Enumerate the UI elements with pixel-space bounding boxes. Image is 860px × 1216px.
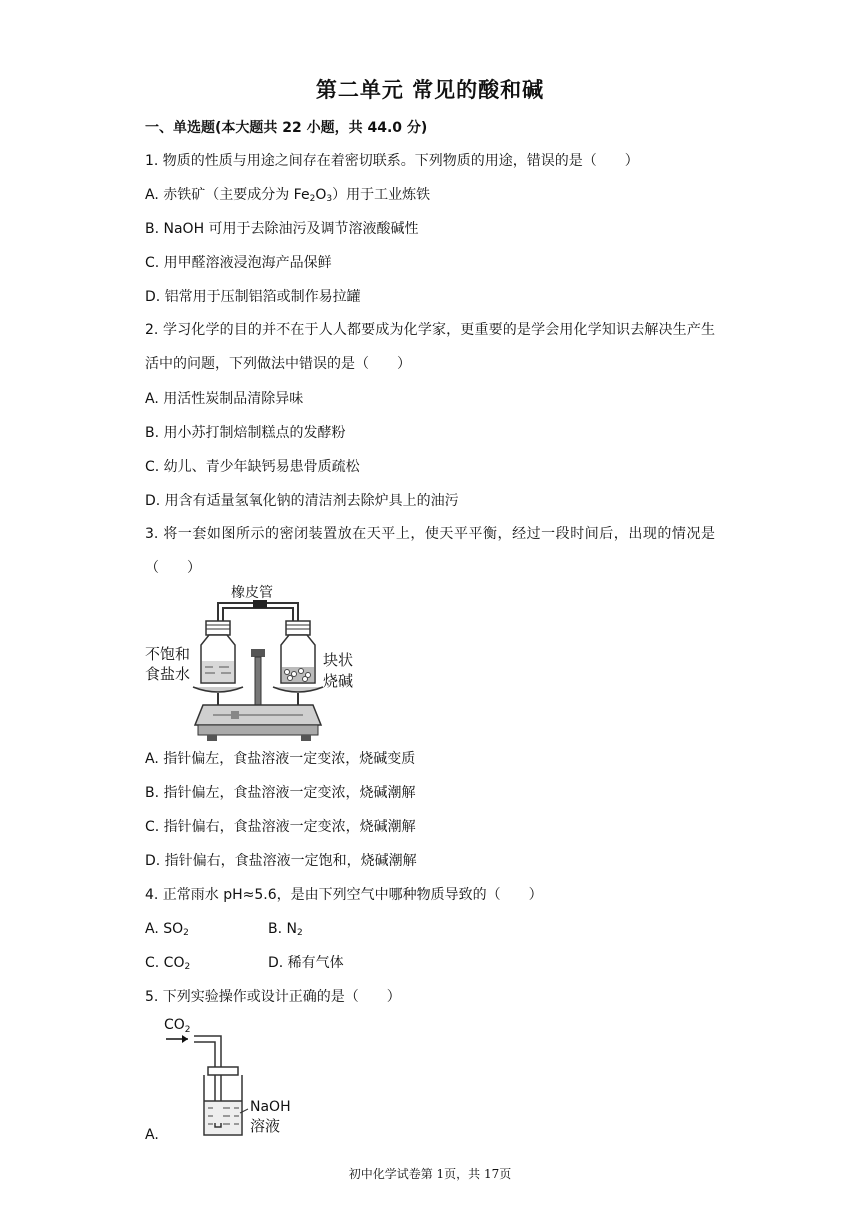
label-solution: 溶液	[250, 1117, 281, 1135]
q4-option-c: C. $CO_2$	[145, 955, 191, 972]
q5-option-a: A.	[145, 1127, 159, 1143]
q4-stem: 4. 正常雨水 pH≈5.6，是由下列空气中哪种物质导致的（ ）	[145, 887, 543, 903]
balance-apparatus-figure	[143, 583, 363, 743]
page-title: 第二单元 常见的酸和碱	[315, 78, 545, 102]
q3-option-c: C. 指针偏右，食盐溶液一定变浓，烧碱潮解	[145, 819, 416, 835]
q1-option-d: D. 铝常用于压制铝箔或制作易拉罐	[145, 289, 361, 305]
label-unsaturated: 不饱和	[145, 645, 191, 663]
label-naoh: NaOH	[250, 1099, 291, 1115]
label-lumpy: 块状	[323, 651, 354, 669]
q1-option-a: A. 赤铁矿（主要成分为 $Fe_2O_3$）用于工业炼铁	[145, 187, 431, 204]
label-rubber-tube: 橡皮管	[231, 585, 273, 601]
label-brine: 食盐水	[145, 665, 191, 683]
q4-option-a: A. $SO_2$	[145, 921, 189, 938]
q1-option-b: B. NaOH 可用于去除油污及调节溶液酸碱性	[145, 221, 419, 237]
q5-stem: 5. 下列实验操作或设计正确的是（ ）	[145, 989, 401, 1005]
gas-arrow-head	[182, 1035, 188, 1043]
label-co2: $CO_2$	[164, 1017, 191, 1035]
q3-option-d: D. 指针偏右，食盐溶液一定饱和，烧碱潮解	[145, 853, 417, 869]
q4-option-b: B. $N_2$	[268, 921, 303, 938]
q3-stem: 3. 将一套如图所示的密闭装置放在天平上，使天平平衡，经过一段时间后，出现的情况是（ ）	[145, 526, 715, 576]
rubber-tube-joint	[253, 600, 267, 608]
q2-option-d: D. 用含有适量氢氧化钠的清洁剂去除炉具上的油污	[145, 493, 459, 509]
label-caustic-soda: 烧碱	[323, 672, 354, 690]
q1-stem: 1. 物质的性质与用途之间存在着密切联系。下列物质的用途，错误的是（ ）	[145, 153, 639, 169]
page-footer: 初中化学试卷第 1页，共 17页	[348, 1167, 512, 1181]
q1-option-c: C. 用甲醛溶液浸泡海产品保鲜	[145, 255, 332, 271]
q3-option-a: A. 指针偏左，食盐溶液一定变浓，烧碱变质	[145, 751, 416, 767]
q4-option-d: D. 稀有气体	[268, 955, 344, 971]
q2-stem: 2. 学习化学的目的并不在于人人都要成为化学家，更重要的是学会用化学知识去解决生产生活中的问题，下列做法中错误的是（ ）	[145, 322, 715, 372]
left-bottle	[201, 621, 235, 683]
q2-option-c: C. 幼儿、青少年缺钙易患骨质疏松	[145, 459, 360, 475]
q2-option-b: B. 用小苏打制焙制糕点的发酵粉	[145, 425, 346, 441]
q2-option-a: A. 用活性炭制品清除异味	[145, 391, 304, 407]
right-bottle	[281, 621, 315, 683]
q3-option-b: B. 指针偏左，食盐溶液一定变浓，烧碱潮解	[145, 785, 416, 801]
section-heading: 一、单选题(本大题共 22 小题，共 44.0 分)	[145, 120, 428, 136]
co2-naoh-figure	[160, 1015, 300, 1140]
